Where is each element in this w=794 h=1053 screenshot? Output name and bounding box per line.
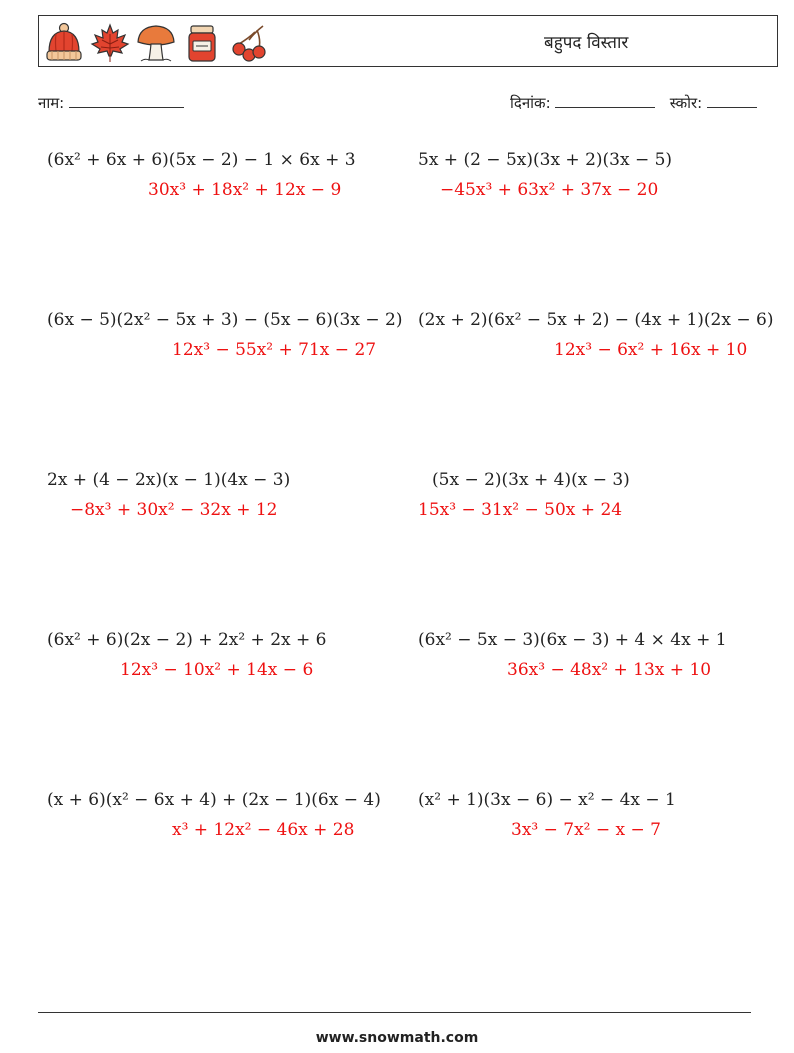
footer-url[interactable]: www.snowmath.com [315,1030,479,1046]
worksheet-header [38,15,778,67]
problem-answer: 12x³ − 55x² + 71x − 27 [172,340,377,360]
problem-question: (5x − 2)(3x + 4)(x − 3) [432,470,630,490]
maple-leaf-icon [89,22,131,64]
header-icons [43,22,269,64]
problem-answer: −45x³ + 63x² + 37x − 20 [440,180,659,200]
date-score-field [510,93,757,113]
score-blank[interactable] [707,93,757,108]
problem-question: (6x² + 6x + 6)(5x − 2) − 1 × 6x + 3 [47,150,356,170]
problem-question: 2x + (4 − 2x)(x − 1)(4x − 3) [47,470,291,490]
name-field [38,93,184,113]
mushroom-icon [135,22,177,64]
footer-divider [38,1012,751,1013]
winter-hat-icon [43,22,85,64]
problem-question: (6x² − 5x − 3)(6x − 3) + 4 × 4x + 1 [418,630,727,650]
problem-question: (6x² + 6)(2x − 2) + 2x² + 2x + 6 [47,630,327,650]
problem-answer: 15x³ − 31x² − 50x + 24 [418,500,623,520]
problem-answer: 12x³ − 10x² + 14x − 6 [120,660,314,680]
problem-answer: 36x³ − 48x² + 13x + 10 [507,660,712,680]
problem-answer: 3x³ − 7x² − x − 7 [511,820,661,840]
jam-jar-icon [181,22,223,64]
problem-question: (x + 6)(x² − 6x + 4) + (2x − 1)(6x − 4) [47,790,381,810]
score-label: स्कोर: [669,94,703,112]
problem-answer: x³ + 12x² − 46x + 28 [172,820,355,840]
problem-question: 5x + (2 − 5x)(3x + 2)(3x − 5) [418,150,673,170]
name-label: नाम: [38,94,65,112]
problem-answer: 30x³ + 18x² + 12x − 9 [148,180,342,200]
date-label: दिनांक: [510,94,551,112]
problem-answer: 12x³ − 6x² + 16x + 10 [554,340,748,360]
problem-question: (6x − 5)(2x² − 5x + 3) − (5x − 6)(3x − 2) [47,310,403,330]
problem-question: (2x + 2)(6x² − 5x + 2) − (4x + 1)(2x − 6) [418,310,774,330]
date-blank[interactable] [555,93,655,108]
problem-question: (x² + 1)(3x − 6) − x² − 4x − 1 [418,790,676,810]
problem-answer: −8x³ + 30x² − 32x + 12 [70,500,278,520]
berries-icon [227,22,269,64]
name-blank[interactable] [69,93,184,108]
worksheet-title: बहुपद विस्तार [544,33,629,53]
